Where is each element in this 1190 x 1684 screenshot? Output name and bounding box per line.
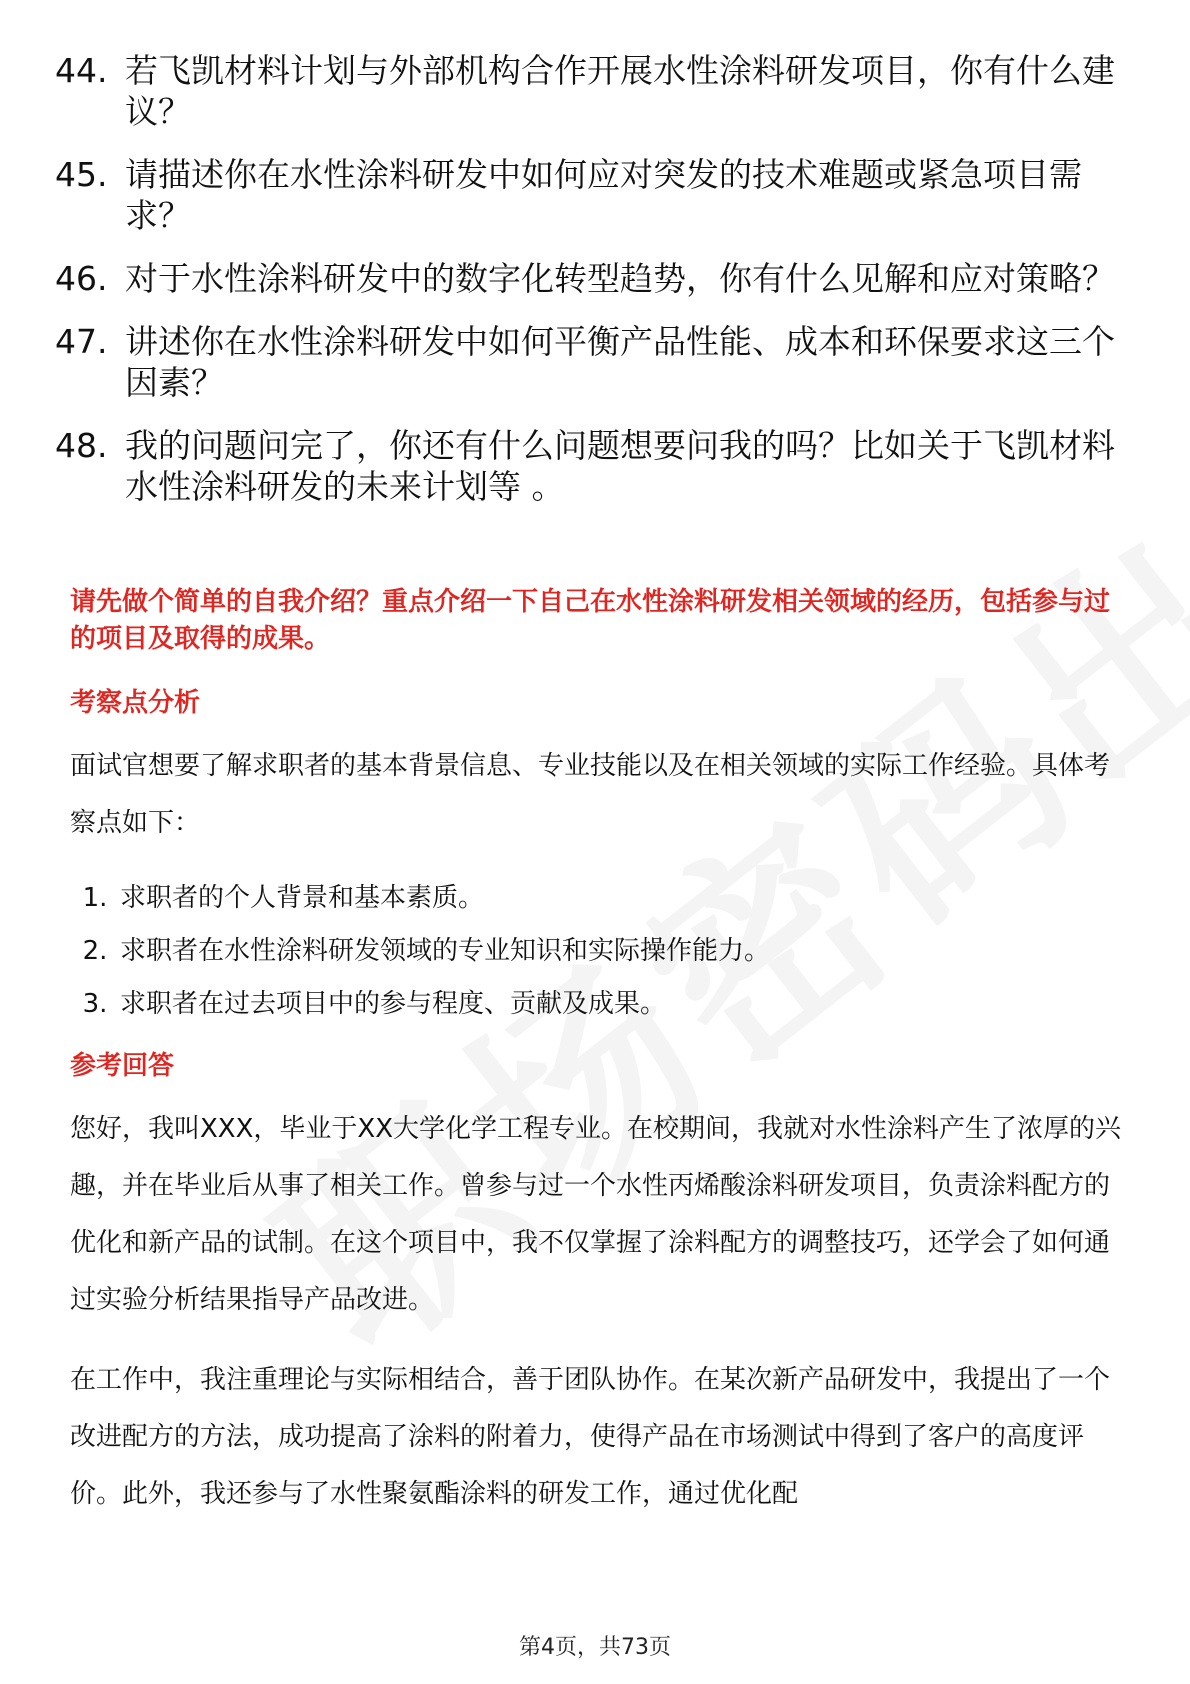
- question-text: 对于水性涂料研发中的数字化转型趋势，你有什么见解和应对策略？: [125, 259, 1115, 298]
- question-text: 我的问题问完了，你还有什么问题想要问我的吗？比如关于飞凯材料水性涂料研发的未来计划等 。: [125, 426, 1115, 506]
- point-text: 求职者在过去项目中的参与程度、贡献及成果。: [120, 989, 667, 1019]
- question-text: 请描述你在水性涂料研发中如何应对突发的技术难题或紧急项目需求？: [125, 155, 1082, 235]
- question-item: [55, 50, 1135, 132]
- question-text: 讲述你在水性涂料研发中如何平衡产品性能、成本和环保要求这三个因素？: [125, 322, 1115, 402]
- analysis-heading: 考察点分析: [70, 688, 201, 718]
- question-number: 48.: [55, 426, 108, 465]
- point-text: 求职者的个人背景和基本素质。: [120, 883, 485, 913]
- question-number: 44.: [55, 51, 108, 90]
- question-number: 45.: [55, 155, 108, 194]
- reference-paragraph: 您好，我叫XXX，毕业于XX大学化学工程专业。在校期间，我就对水性涂料产生了浓厚的兴趣，并在毕业后从事了相关工作。曾参与过一个水性丙烯酸涂料研发项目，负责涂料配方的优化和新产品的试制。在这个项目中，我不仅掌握了涂料配方的调整技巧，还学会了如何通过实验分析结果指导产品改进。: [70, 1114, 1122, 1315]
- page-footer: 第4页，共73页: [519, 1635, 671, 1660]
- question-list: [55, 50, 1135, 529]
- reference-heading: 参考回答: [70, 1051, 175, 1081]
- question-number: 46.: [55, 259, 108, 298]
- analysis-point: [70, 880, 1130, 916]
- question-item: [55, 425, 1135, 507]
- analysis-intro: 面试官想要了解求职者的基本背景信息、专业技能以及在相关领域的实际工作经验。具体考察点如下：: [70, 751, 1111, 838]
- answer-section: [70, 584, 1130, 1523]
- point-number: 2.: [82, 936, 108, 966]
- question-item: [55, 154, 1135, 236]
- reference-paragraph: 在工作中，我注重理论与实际相结合，善于团队协作。在某次新产品研发中，我提出了一个改进配方的方法，成功提高了涂料的附着力，使得产品在市场测试中得到了客户的高度评价。此外，我还参与了水性聚氨酯涂料的研发工作，通过优化配: [70, 1365, 1111, 1509]
- question-number: 47.: [55, 322, 108, 361]
- question-item: [55, 258, 1135, 299]
- question-item: [55, 321, 1135, 403]
- point-text: 求职者在水性涂料研发领域的专业知识和实际操作能力。: [120, 936, 771, 966]
- point-number: 3.: [82, 989, 108, 1019]
- highlight-question: 请先做个简单的自我介绍？重点介绍一下自己在水性涂料研发相关领域的经历，包括参与过的项目及取得的成果。: [70, 587, 1111, 654]
- analysis-point: [70, 986, 1130, 1022]
- point-number: 1.: [82, 883, 108, 913]
- analysis-points: [70, 880, 1130, 1022]
- analysis-point: [70, 933, 1130, 969]
- question-text: 若飞凯材料计划与外部机构合作开展水性涂料研发项目，你有什么建议？: [125, 51, 1115, 131]
